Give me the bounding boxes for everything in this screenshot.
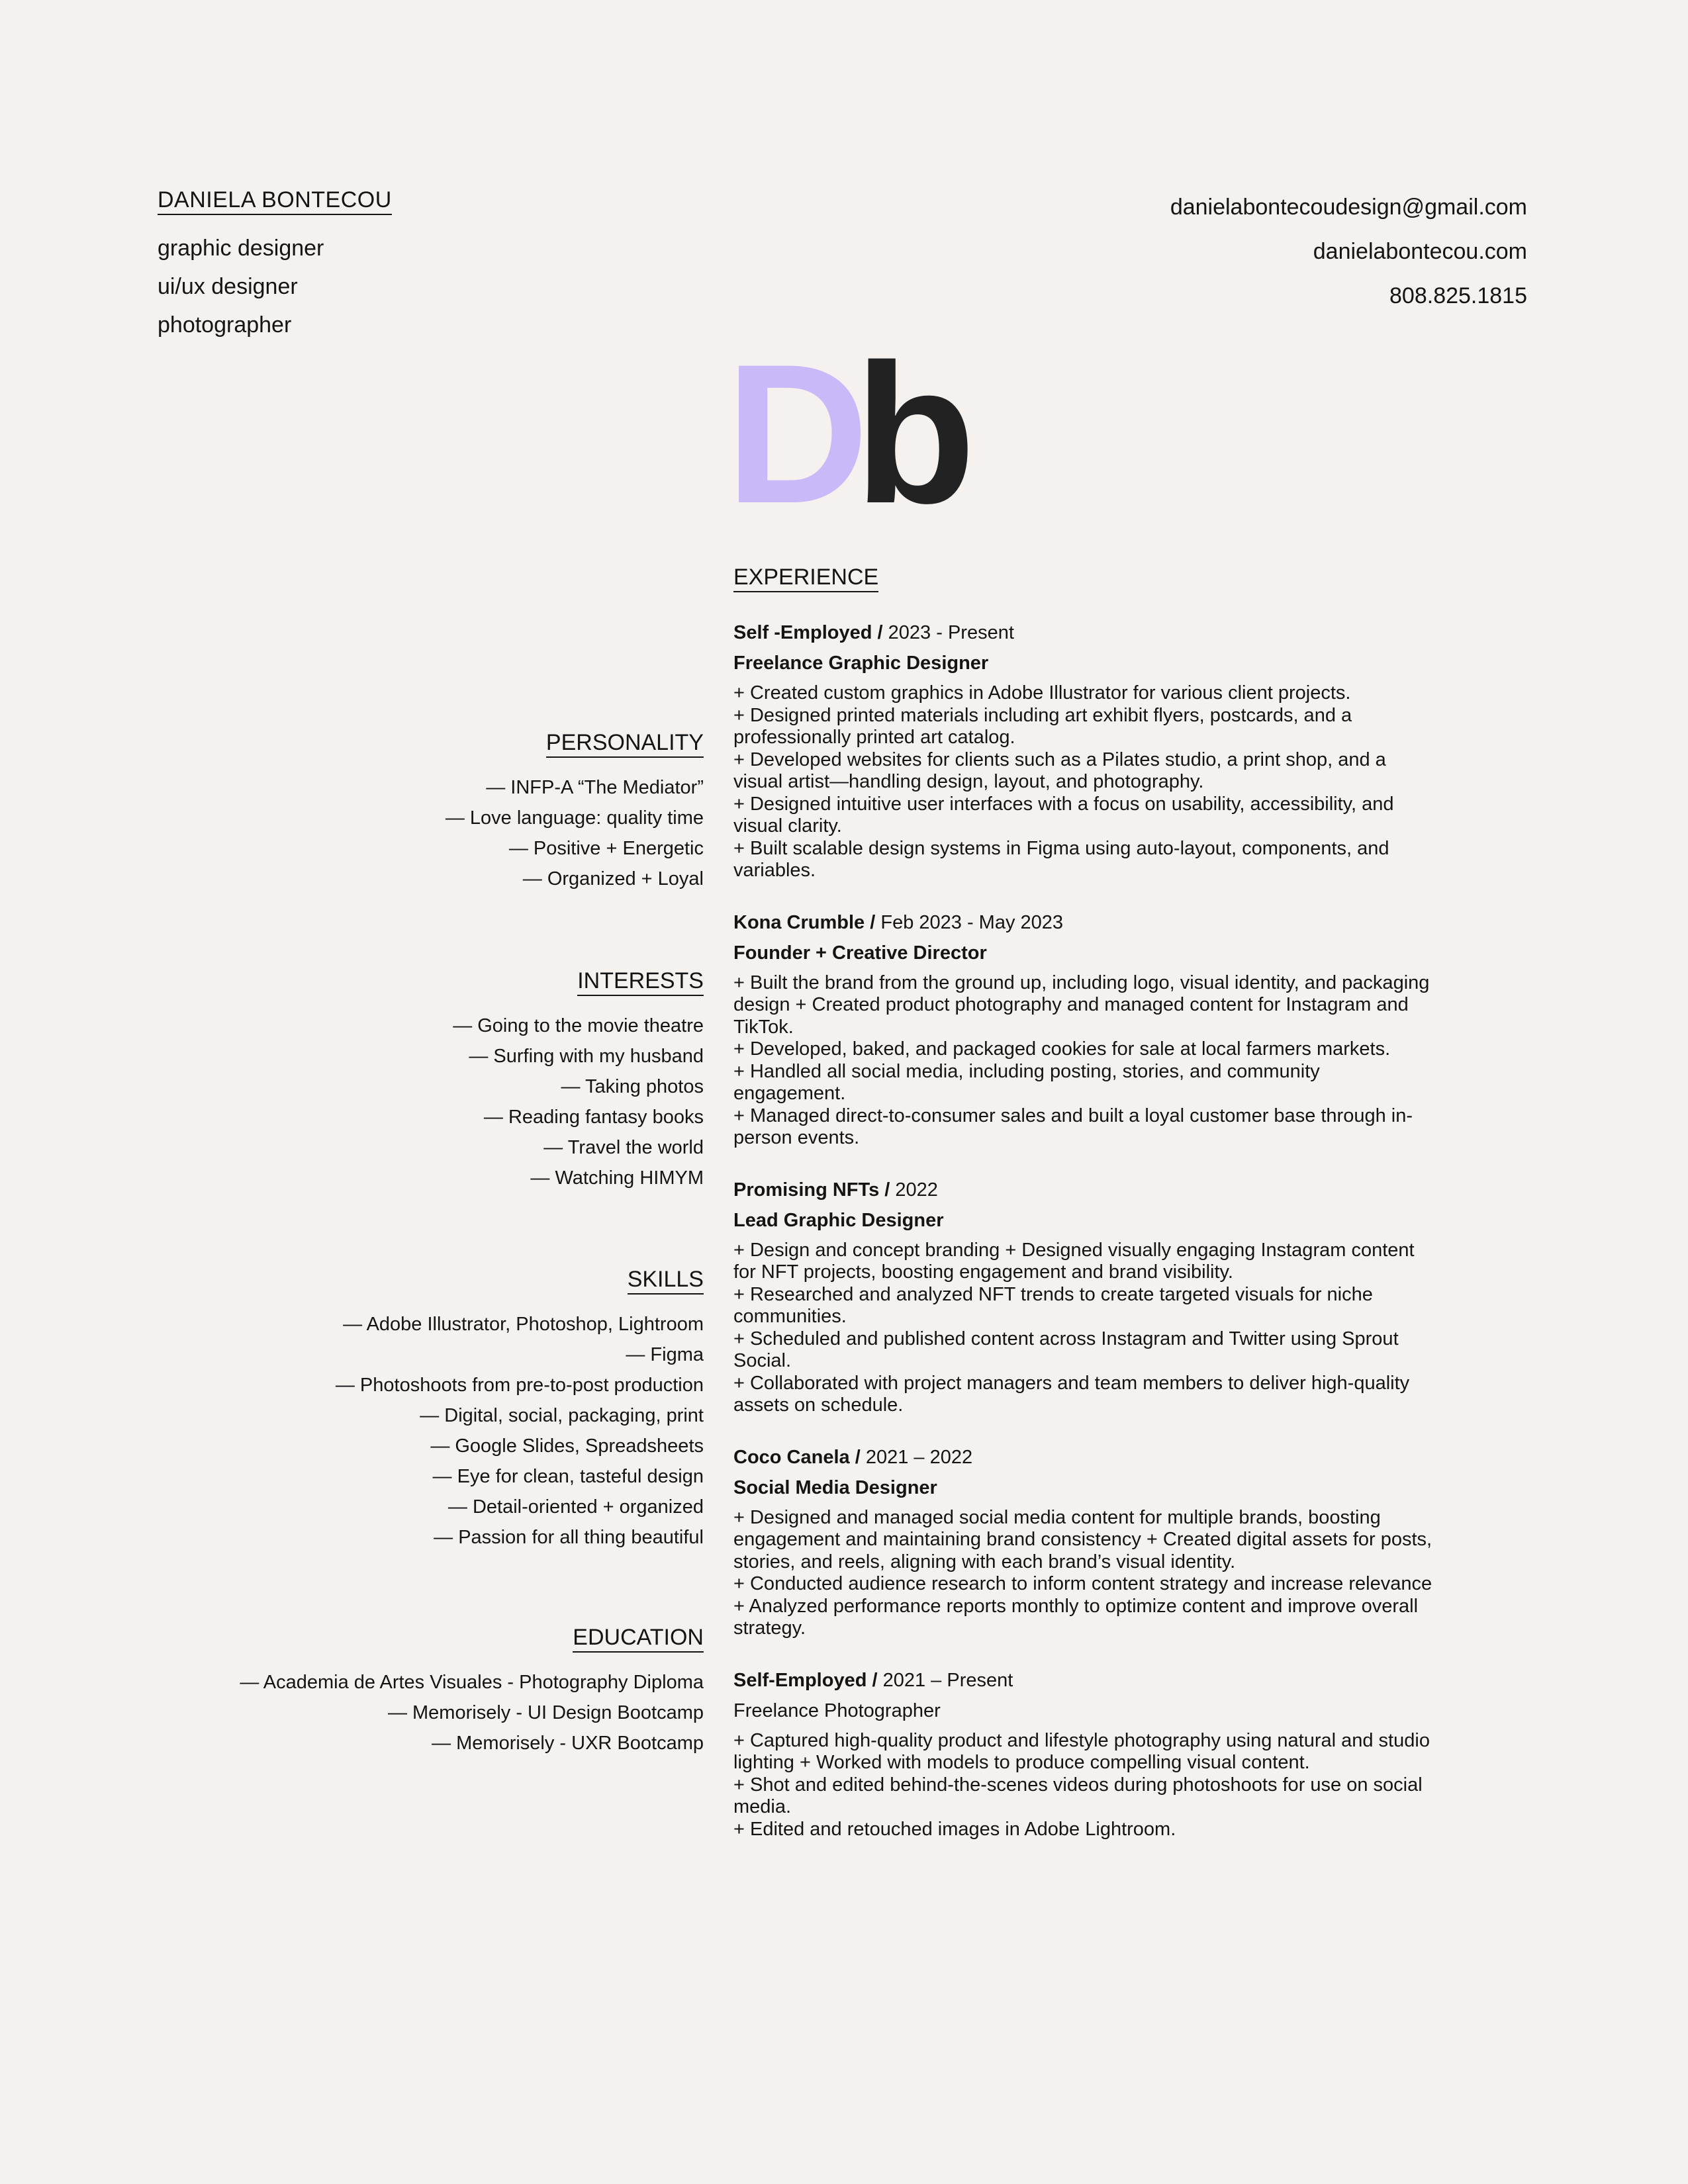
bullet-item: + Researched and analyzed NFT trends to create targeted visuals for niche communities.: [733, 1283, 1373, 1327]
job-title: Freelance Graphic Designer: [733, 653, 989, 674]
skills-section: [42, 1266, 704, 1553]
list-item: — Taking photos: [561, 1076, 704, 1097]
job-bullets: [733, 1730, 1435, 1841]
bullet-item: + Managed direct-to-consumer sales and built a loyal customer base through in-person events.: [733, 1105, 1413, 1148]
bullet-item: + Built the brand from the ground up, including logo, visual identity, and packaging design + Created product photography and managed content for Instagram and TikTok.: [733, 972, 1430, 1038]
list-item: — Memorisely - UI Design Bootcamp: [387, 1702, 704, 1723]
list-item: — Photoshoots from pre-to-post production: [335, 1375, 704, 1396]
list-item: — Academia de Artes Visuales - Photography Diploma: [240, 1672, 704, 1693]
personality-section: [42, 729, 704, 894]
bullet-item: + Edited and retouched images in Adobe Lightroom.: [733, 1818, 1176, 1840]
role-item: photographer: [158, 312, 292, 338]
job-company: Self-Employed /: [733, 1669, 878, 1691]
list-item: — Going to the movie theatre: [453, 1015, 704, 1036]
monogram-logo: [726, 322, 1004, 545]
list-item: — Positive + Energetic: [508, 838, 704, 859]
interests-section: [42, 968, 704, 1193]
bullet-item: + Captured high-quality product and lifestyle photography using natural and studio lighting + Worked with models to produce compelling visual content.: [733, 1729, 1430, 1773]
list-item: — Adobe Illustrator, Photoshop, Lightroom: [343, 1314, 704, 1335]
list-item: — Surfing with my husband: [469, 1046, 704, 1067]
list-item: — Eye for clean, tasteful design: [432, 1466, 704, 1487]
list-item: — Love language: quality time: [445, 807, 704, 829]
skills-list: [42, 1309, 704, 1553]
job-entry: [733, 1175, 1435, 1417]
logo-letter-d: D: [726, 322, 855, 545]
section-heading: EDUCATION: [573, 1624, 704, 1653]
email-link[interactable]: danielabontecoudesign@gmail.com: [1170, 195, 1527, 220]
bullet-item: + Collaborated with project managers and team members to deliver high-quality assets on schedule.: [733, 1372, 1410, 1416]
job-bullets: [733, 1507, 1435, 1640]
bullet-item: + Designed intuitive user interfaces with a focus on usability, accessibility, and visual clarity.: [733, 793, 1394, 837]
bullet-item: + Design and concept branding + Designed visually engaging Instagram content for NFT projects, boosting engagement and brand visibility.: [733, 1239, 1415, 1283]
list-item: — Reading fantasy books: [483, 1107, 704, 1128]
job-bullets: [733, 1240, 1435, 1417]
job-company: Kona Crumble /: [733, 911, 876, 933]
bullet-item: + Created custom graphics in Adobe Illustrator for various client projects.: [733, 682, 1351, 704]
bullet-item: + Scheduled and published content across Instagram and Twitter using Sprout Social.: [733, 1328, 1399, 1371]
job-dates: Feb 2023 - May 2023: [875, 911, 1064, 933]
bullet-item: + Conducted audience research to inform content strategy and increase relevance + Analyzed performance reports monthly to optimize content and improve overall strategy.: [733, 1573, 1432, 1639]
contact-info: [1170, 185, 1527, 318]
section-heading: SKILLS: [628, 1266, 704, 1295]
interests-list: [42, 1011, 704, 1193]
experience-section: [733, 564, 1435, 592]
job-dates: 2021 – Present: [877, 1669, 1013, 1691]
job-dates: 2022: [890, 1179, 938, 1201]
bullet-item: + Developed, baked, and packaged cookies for sale at local farmers markets.: [733, 1038, 1391, 1060]
list-item: — Figma: [626, 1344, 704, 1365]
job-title: Social Media Designer: [733, 1477, 937, 1498]
list-item: — Google Slides, Spreadsheets: [430, 1435, 704, 1457]
job-company: Coco Canela /: [733, 1446, 861, 1468]
job-entry: [733, 907, 1435, 1150]
section-heading: PERSONALITY: [546, 729, 704, 758]
personality-list: [42, 772, 704, 894]
job-bullets: [733, 972, 1435, 1150]
bullet-item: + Designed and managed social media content for multiple brands, boosting engagement and maintaining brand consistency + Created digital assets for posts, stories, and reels, aligning with each brand’s visual identity.: [733, 1506, 1432, 1572]
bullet-item: + Designed printed materials including art exhibit flyers, postcards, and a professionally printed art catalog.: [733, 704, 1352, 748]
job-entry: [733, 1665, 1435, 1841]
bullet-item: + Developed websites for clients such as a Pilates studio, a print shop, and a visual artist—handling design, layout, and photography.: [733, 749, 1386, 792]
experience-list: [733, 617, 1435, 1841]
job-bullets: [733, 682, 1435, 882]
list-item: — Watching HIMYM: [530, 1167, 704, 1189]
list-item: — Detail-oriented + organized: [447, 1496, 704, 1518]
education-section: [42, 1624, 704, 1758]
education-list: [42, 1667, 704, 1758]
role-item: graphic designer: [158, 236, 324, 261]
job-title: Founder + Creative Director: [733, 942, 987, 964]
list-item: — INFP-A “The Mediator”: [486, 777, 704, 798]
bullet-item: + Built scalable design systems in Figma using auto-layout, components, and variables.: [733, 837, 1389, 881]
job-entry: [733, 1442, 1435, 1640]
role-item: ui/ux designer: [158, 274, 298, 299]
list-item: — Passion for all thing beautiful: [434, 1527, 704, 1548]
list-item: — Digital, social, packaging, print: [420, 1405, 704, 1426]
job-title: Lead Graphic Designer: [733, 1209, 944, 1231]
job-dates: 2023 - Present: [882, 622, 1014, 643]
list-item: — Organized + Loyal: [522, 868, 704, 889]
job-dates: 2021 – 2022: [860, 1446, 973, 1468]
job-company: Promising NFTs /: [733, 1179, 890, 1201]
job-title: Freelance Photographer: [733, 1700, 941, 1721]
list-item: — Travel the world: [543, 1137, 704, 1158]
section-heading: EXPERIENCE: [733, 564, 878, 592]
list-item: — Memorisely - UXR Bootcamp: [432, 1733, 704, 1754]
role-list: [158, 229, 324, 344]
bullet-item: + Handled all social media, including posting, stories, and community engagement.: [733, 1060, 1320, 1104]
bullet-item: + Shot and edited behind-the-scenes videos during photoshoots for use on social media.: [733, 1774, 1423, 1817]
logo-letter-b: b: [854, 322, 961, 545]
job-entry: [733, 617, 1435, 882]
section-heading: INTERESTS: [577, 968, 704, 996]
resume-name: DANIELA BONTECOU: [158, 187, 392, 215]
job-company: Self -Employed /: [733, 622, 883, 643]
phone-number: 808.825.1815: [1389, 283, 1527, 308]
website-link[interactable]: danielabontecou.com: [1313, 239, 1527, 264]
